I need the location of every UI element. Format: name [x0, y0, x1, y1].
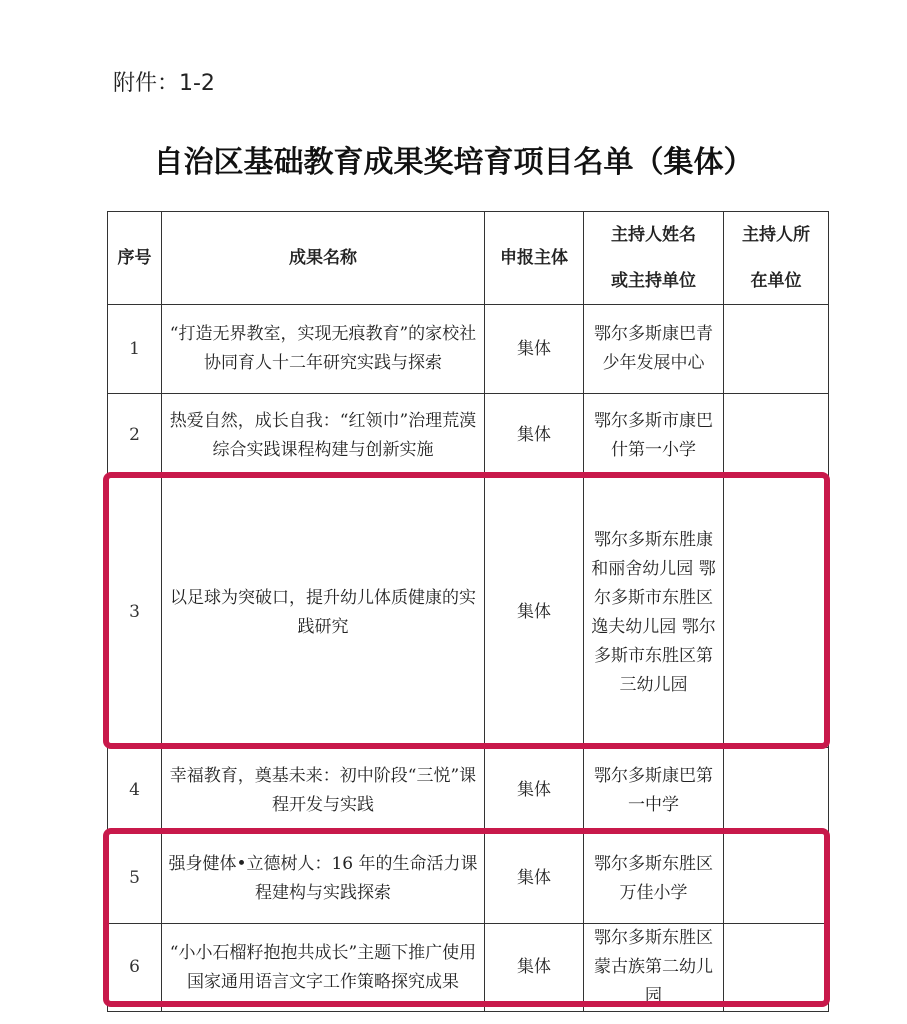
row-applicant: 集体 [485, 478, 584, 748]
row-host: 鄂尔多斯康巴青少年发展中心 [584, 305, 724, 394]
row-seq: 1 [108, 305, 162, 394]
header-host-line1: 主持人姓名 [611, 225, 696, 245]
table-row [108, 834, 829, 924]
row-org [724, 478, 829, 748]
row-seq: 5 [108, 834, 162, 924]
header-applicant: 申报主体 [485, 212, 584, 305]
row-name: 幸福教育，奠基未来：初中阶段“三悦”课程开发与实践 [162, 748, 485, 834]
header-org-line2: 在单位 [750, 271, 802, 291]
header-host [584, 212, 724, 305]
row-host: 鄂尔多斯东胜康和丽舍幼儿园 鄂尔多斯市东胜区逸夫幼儿园 鄂尔多斯市东胜区第三幼儿园 [584, 478, 724, 748]
table-row [108, 924, 829, 1012]
row-org [724, 748, 829, 834]
header-org-line1: 主持人所 [742, 225, 810, 245]
row-name: 以足球为突破口，提升幼儿体质健康的实践研究 [162, 478, 485, 748]
row-host: 鄂尔多斯康巴第一中学 [584, 748, 724, 834]
table-row [108, 748, 829, 834]
table-header-row [108, 212, 829, 305]
row-applicant: 集体 [485, 748, 584, 834]
header-host-line2: 或主持单位 [611, 271, 696, 291]
row-applicant: 集体 [485, 305, 584, 394]
row-org [724, 305, 829, 394]
table-row [108, 305, 829, 394]
row-applicant: 集体 [485, 834, 584, 924]
project-table [107, 211, 829, 1012]
row-org [724, 394, 829, 478]
header-org [724, 212, 829, 305]
row-applicant: 集体 [485, 394, 584, 478]
row-seq: 2 [108, 394, 162, 478]
row-name: “打造无界教室，实现无痕教育”的家校社协同育人十二年研究实践与探索 [162, 305, 485, 394]
row-seq: 3 [108, 478, 162, 748]
row-seq: 4 [108, 748, 162, 834]
row-org [724, 924, 829, 1012]
row-name: “小小石榴籽抱抱共成长”主题下推广使用国家通用语言文字工作策略探究成果 [162, 924, 485, 1012]
page-title: 自治区基础教育成果奖培育项目名单（集体） [153, 145, 754, 180]
table-row [108, 478, 829, 748]
row-host: 鄂尔多斯市康巴什第一小学 [584, 394, 724, 478]
header-name: 成果名称 [162, 212, 485, 305]
attachment-label: 附件：1-2 [113, 71, 215, 96]
row-host: 鄂尔多斯东胜区蒙古族第二幼儿园 [584, 924, 724, 1012]
row-applicant: 集体 [485, 924, 584, 1012]
row-host: 鄂尔多斯东胜区万佳小学 [584, 834, 724, 924]
row-seq: 6 [108, 924, 162, 1012]
row-name: 热爱自然，成长自我：“红领巾”治理荒漠综合实践课程构建与创新实施 [162, 394, 485, 478]
table-row [108, 394, 829, 478]
header-seq: 序号 [108, 212, 162, 305]
row-name: 强身健体•立德树人：16 年的生命活力课程建构与实践探索 [162, 834, 485, 924]
row-org [724, 834, 829, 924]
